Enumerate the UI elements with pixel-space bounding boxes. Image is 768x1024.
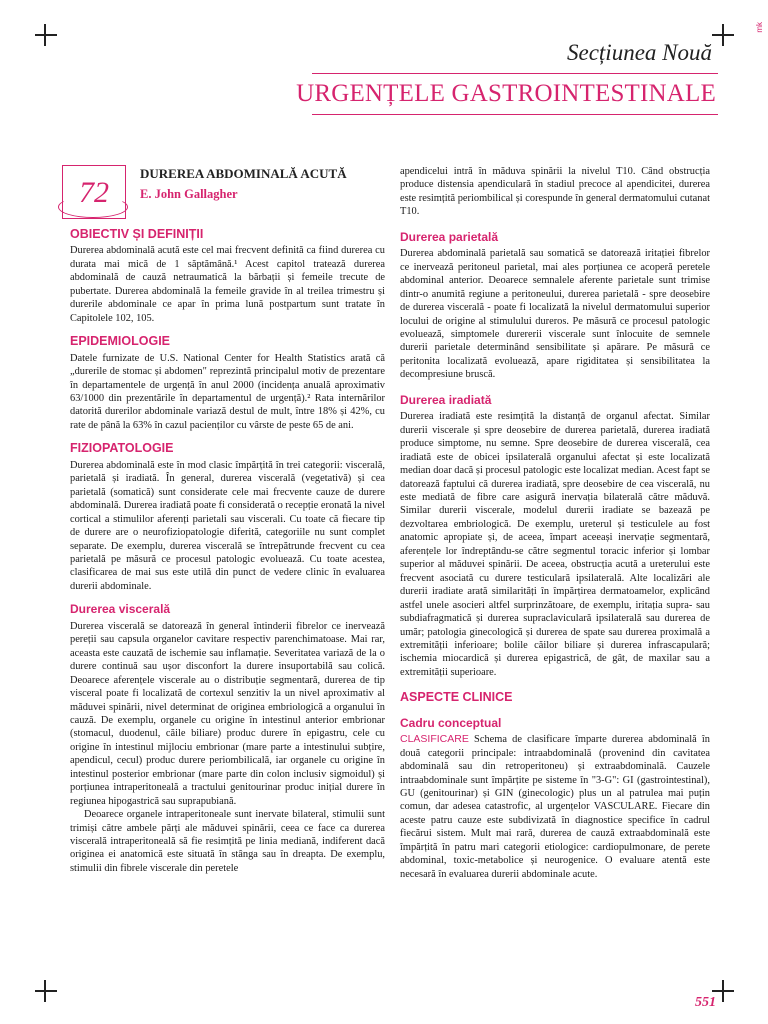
section-title: Secțiunea Nouă: [567, 40, 712, 65]
heading-durerea-viscerala: Durerea viscerală: [70, 602, 171, 617]
crop-mark-tl-v: [44, 24, 46, 46]
heading-obiectiv: OBIECTIV ȘI DEFINIȚII: [70, 227, 204, 241]
side-tag: mk: [755, 22, 764, 33]
paragraph-fiziopatologie: Durerea abdominală este în mod clasic împărțită în trei categorii: viscerală, parietală și iradiată. În general, durerea viscerală (vegetativă) și cea parietală (somatică) sunt considerate cele mai frecvente cauze de durere abdominală. Durerea iradiată poate fi considerată o recepție eronată la nivel cortical a stimulilor aferenți parietali sau viscerali. Cu toate că fiecare tip de durere are o neurofiziopatologie diferită, categoriile nu sunt complet separate. De exemplu, durerea viscerală se întrepătrunde frecvent cu cea parietală pe măsură ce procesul patologic evoluează. Cu toate acestea, clasificarea de mai sus este utilă din punct de vedere clinic în evaluarea durerii abdominale.: [70, 459, 385, 592]
paragraph-obiectiv: Durerea abdominală acută este cel mai frecvent definită ca fiind durerea cu durata mai mică de 1 săptămână.¹ Acest capitol tratează durerea abdominală de cauză netraumatică la bărbații și femeile trecute de pubertate. Durerea abdominală la femeile gravide în al treilea trimestru și durerile abdominale ce apar în prima lună postpartum sunt tratate în Capitolele 102, 105.: [70, 245, 385, 324]
chapter-number-ellipse: [58, 196, 128, 218]
crop-mark-bl-v: [44, 980, 46, 1002]
heading-fiziopatologie: FIZIOPATOLOGIE: [70, 441, 174, 456]
left-column: [70, 228, 385, 875]
crop-mark-tl-h: [35, 34, 57, 36]
paragraph-continuation: apendicelui intră în măduva spinării la nivelul T10. Când obstrucția produce distensia apendiculară în stadiul precoce al apendicitei, durerea este resimțită periombilical și corespunde în general dermatomului cutanat T10.: [400, 166, 710, 218]
heading-cadru-conceptual: Cadru conceptual: [400, 715, 502, 730]
paragraph-epidemiologie: Datele furnizate de U.S. National Center for Health Statistics arată că „durerile de stomac și abdomen" reprezintă principalul motiv de prezentare în departamentele de urgență în anul 2000 (incidența anuală aproximativ 63/1000 din prezentările în departamentul de urgență).² Rata internărilor datorită durerilor abdominale variază destul de mult, între 18% și 42%, cu rate de până la 63% în cazul pacienților cu vârste de peste 65 de ani.: [70, 352, 385, 431]
chapter-author: E. John Gallagher: [140, 187, 238, 201]
header-rule-top: [312, 73, 718, 74]
heading-durerea-parietala: Durerea parietală: [400, 229, 499, 244]
paragraph-viscerala-1: Durerea viscerală se datorează în general întinderii fibrelor ce inervează pereții sau capsula organelor cavitare respectiv parenchimatoase. Mai rar, aceasta este cauzată de ischemie sau inflamație. Severitatea variază de la o durere continuă sau ușor disconfort la durere insuportabilă sau colică. Deoarece aferențele viscerale au o distribuție segmentară, durerea de tip visceral poate fi localizată de cortexul senzitiv la un nivel aproximativ al măduvei spinării, nivel determinat de originea embriologică a organului în cauză. De exemplu, organele cu origine în intestinul anterior embrionar (stomacul, duodenul, căile biliare) produc durere în epigastru, cele cu origine în intestinul mijlociu embrionar (mare parte a intestinului subțire, apendicul, cecul) produc durere periombilicală, iar organele cu origine în intestinul posterior embrionar (mare parte din colon inclusiv sigmoidul) și porțiunea intraperitoneală a tractului genitourinar produc inițial durere în regiunea hipogastrică sau suprapubiană.: [70, 620, 385, 807]
page-number: 551: [695, 995, 716, 1010]
chapter-number: 72: [62, 165, 126, 219]
heading-durerea-iradiata: Durerea iradiată: [400, 392, 492, 407]
paragraph-viscerala-2: Deoarece organele intraperitoneale sunt inervate bilateral, stimulii sunt trimiși către ambele părți ale măduvei spinării, ceea ce face ca durerea viscerală intraperitoneală să fie resimțită pe linia mediană, indiferent dacă originea ei anatomică este situată în stânga sau în dreapta. De exemplu, stimulii din fibrele viscerale din peretele: [70, 809, 385, 874]
right-column: [400, 165, 710, 881]
paragraph-parietala: Durerea abdominală parietală sau somatică se datorează iritației fibrelor ce inervează peritoneul parietal, mai ales porțiunea ce acoperă peretele abdominal anterior. Deoarece semnalele aferente parietale sunt trimise dintr-o anumită regiune a peritoneului, durerea parietală - spre deosebire de durerea viscerală - poate fi localizată la nivelul dermatomului superior locului de origine al stimulului dureros. Pe măsură ce procesul patologic evoluează, simptomele durererii viscerale sunt înlocuite de semnele durerii parietale determinând sensibilitate și apărare. Pe măsură ce peritonita localizată evoluează, apare rigiditatea și sensibilitatea la decompresiune bruscă.: [400, 248, 710, 381]
crop-mark-br-v: [722, 980, 724, 1002]
heading-epidemiologie: EPIDEMIOLOGIE: [70, 334, 171, 349]
paragraph-cadru: [400, 733, 710, 881]
clasificare-label: CLASIFICARE: [400, 733, 469, 746]
main-title: URGENȚELE GASTROINTESTINALE: [296, 80, 716, 107]
crop-mark-tr-v: [722, 24, 724, 46]
paragraph-iradiata: Durerea iradiată este resimțită la distanță de organul afectat. Similar durerii viscerale și spre deosebire de durerea parietală, durerea iradiată produce simptome, nu semne. Spre deosebire de durerea viscerală, cea iradiată este de obicei ipsilaterală organului afectat și este localizată median doar dacă și procesul patologic este localizat median. Acest fapt se datorează faptului că durerea iradiată, spre deosebire de cea viscerală, nu este mediată de fibre care asigură inervația bilaterală către măduvă. Similar durerii viscerale, modelul durerii iradiate se bazează pe dezvoltarea embriologică. De exemplu, ureterul și testiculele au fost anatomic apropiate și, de aceea, împart aceeași inervație segmentară, aferențele lor îndreptându-se către segmentul toracic inferior și lombar superior al măduvei spinării. De aceea, obstrucția acută a ureterului este frecvent asociată cu durere testiculară ipsilaterală. Alte localizări ale durerii iradiate arată similarități în împărțirea dermatoamelor, explicând astfel unele asocieri altfel surprinzătoare, de exemplu, iritația supra- sau subdiafragmatică și durerea supraclaviculară ipsilaterală sau durerea de umăr; patologia ginecologică și durerea de spate sau durerea proximală a extremității inferioare; bolile căilor biliare și durerea infrascapulară; ischemia miocardică și durerea epigastrică, de gât, de maxilar sau a extremității superioare.: [400, 411, 710, 678]
paragraph-cadru-text: Schema de clasificare împarte durerea abdominală în două categorii principale: intraabdominală (provenind din cavitatea abdominală sau din retroperitoneu) și extraabdominală. Cauzele intraabdominale sunt împărțite pe sisteme în "3-G": GI (gastrointestinal), GU (genitourinar) și GIN (ginecologic) plus un al patrulea mai puțin comun, dar adesea catastrofic, al urgențelor VASCULARE. Fiecare din aceste patru cauze este subdivizată în diagnostice specifice în cadrul fiecărui sistem. Mult mai rară, durerea de cauză extraabdominală este împărțită în patru mari categorii etiologice: cardiopulmonare, de perete abdominal, toxic-metabolice și neurogenice. O evaluare atentă este necesară în evaluarea durerii abdominale acute.: [400, 734, 710, 880]
heading-aspecte-clinice: ASPECTE CLINICE: [400, 690, 513, 705]
header-rule-bottom: [312, 114, 718, 115]
crop-mark-bl-h: [35, 990, 57, 992]
chapter-title: DUREREA ABDOMINALĂ ACUTĂ: [140, 166, 347, 181]
